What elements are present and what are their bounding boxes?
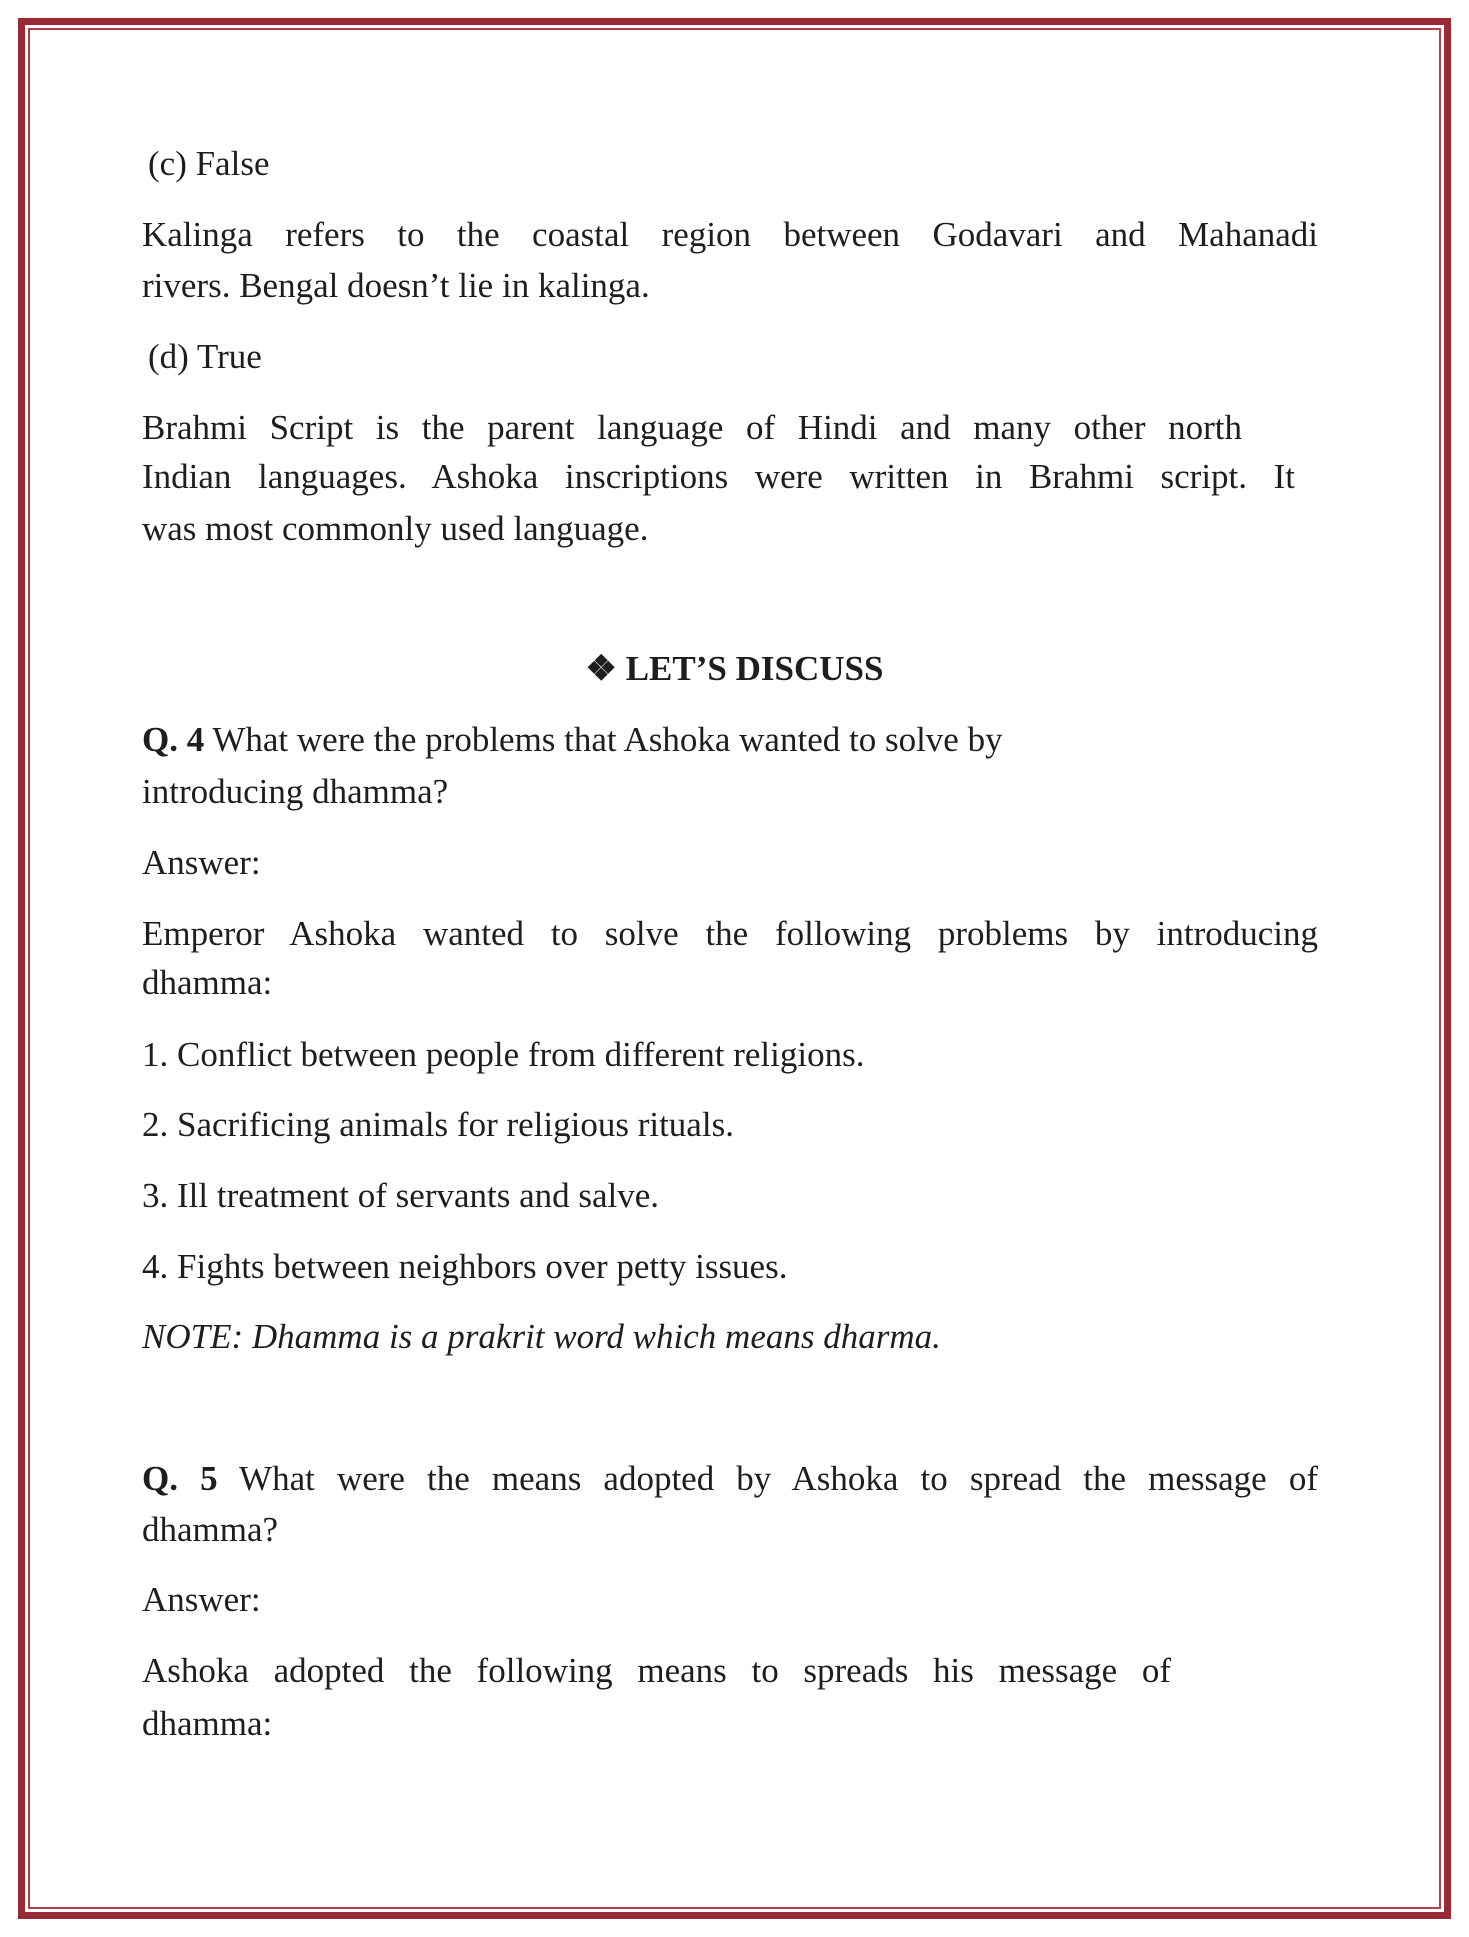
part-c-label: (c) False <box>148 144 270 183</box>
q5-answer-label: Answer: <box>142 1580 261 1619</box>
part-d-text-line: Indian languages. Ashoka inscriptions were written in Brahmi script. It <box>142 457 1295 496</box>
q4-answer-label: Answer: <box>142 843 261 882</box>
q4-intro-line: dhamma: <box>142 963 273 1002</box>
q4-question-text: What were the problems that Ashoka wanted to solve by <box>212 720 1003 759</box>
q4-question-line <box>142 718 1003 762</box>
part-c-text-line: rivers. Bengal doesn’t lie in kalinga. <box>142 266 650 305</box>
q4-point: 3. Ill treatment of servants and salve. <box>142 1176 660 1215</box>
q4-note-text: NOTE: Dhamma is a prakrit word which means dharma. <box>142 1317 941 1356</box>
section-heading <box>0 647 1469 691</box>
q5-question-text: What were the means adopted by Ashoka to spread the message of <box>239 1459 1318 1498</box>
part-c-text-line: Kalinga refers to the coastal region between Godavari and Mahanadi <box>142 215 1318 254</box>
part-d-label: (d) True <box>148 337 262 376</box>
diamond-bullet-icon: ❖ <box>585 649 617 688</box>
q5-intro-line: Ashoka adopted the following means to spreads his message of <box>142 1651 1171 1690</box>
q5-intro-line: dhamma: <box>142 1704 273 1743</box>
part-d-text-line: was most commonly used language. <box>142 509 649 548</box>
q5-question-line <box>142 1457 1318 1501</box>
q4-intro-line: Emperor Ashoka wanted to solve the following problems by introducing <box>142 914 1318 953</box>
q4-note <box>142 1315 941 1359</box>
q4-point: 4. Fights between neighbors over petty issues. <box>142 1247 788 1286</box>
q5-question-line: dhamma? <box>142 1510 279 1549</box>
section-title: LET’S DISCUSS <box>625 649 884 688</box>
q4-point: 2. Sacrificing animals for religious rituals. <box>142 1105 734 1144</box>
q4-number: Q. 4 <box>142 720 205 759</box>
q5-number: Q. 5 <box>142 1459 218 1498</box>
q4-question-line: introducing dhamma? <box>142 772 449 811</box>
q4-point: 1. Conflict between people from different religions. <box>142 1035 865 1074</box>
part-d-text-line: Brahmi Script is the parent language of Hindi and many other north <box>142 408 1242 447</box>
